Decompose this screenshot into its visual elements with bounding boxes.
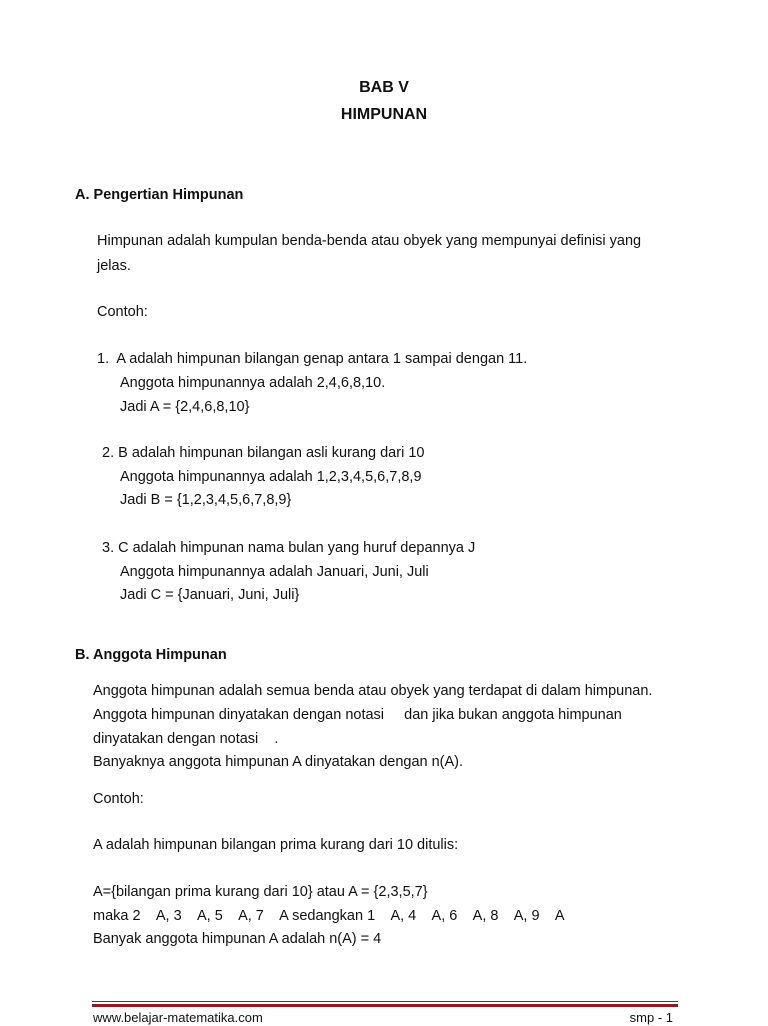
example-2-result: Jadi B = {1,2,3,4,5,6,7,8,9} xyxy=(120,492,292,508)
section-b-example-line-3: Banyak anggota himpunan A adalah n(A) = 4 xyxy=(93,931,382,947)
section-a-heading: A. Pengertian Himpunan xyxy=(75,187,244,203)
example-3-members: Anggota himpunannya adalah Januari, Juni, Juli xyxy=(120,564,429,580)
footer-rule-thick xyxy=(92,1004,678,1007)
section-b-contoh-label: Contoh: xyxy=(93,791,144,807)
footer-rule-thin xyxy=(92,1001,678,1002)
definition-line-1: Himpunan adalah kumpulan benda-benda atau obyek yang mempunyai definisi yang xyxy=(97,233,642,249)
example-2-members: Anggota himpunannya adalah 1,2,3,4,5,6,7,8,9 xyxy=(120,469,422,485)
section-b-example-line-2: maka 2 A, 3 A, 5 A, 7 A sedangkan 1 A, 4 A, 6 A, 8 A, 9 A xyxy=(93,908,565,924)
example-1-result: Jadi A = {2,4,6,8,10} xyxy=(120,399,250,415)
chapter-number: BAB V xyxy=(359,79,409,96)
chapter-title: HIMPUNAN xyxy=(340,106,428,123)
section-b-paragraph-line-2: Anggota himpunan dinyatakan dengan notasi dan jika bukan anggota himpunan xyxy=(93,707,622,723)
example-3-result: Jadi C = {Januari, Juni, Juli} xyxy=(120,587,300,603)
section-a-contoh-label: Contoh: xyxy=(97,304,148,320)
example-3-statement: 3. C adalah himpunan nama bulan yang huruf depannya J xyxy=(102,540,476,556)
footer-page-label: smp - 1 xyxy=(629,1010,673,1025)
section-b-paragraph-line-3: dinyatakan dengan notasi . xyxy=(93,731,279,747)
example-2-statement: 2. B adalah himpunan bilangan asli kurang dari 10 xyxy=(102,445,425,461)
example-1-members: Anggota himpunannya adalah 2,4,6,8,10. xyxy=(120,375,386,391)
section-b-example-intro: A adalah himpunan bilangan prima kurang dari 10 ditulis: xyxy=(93,837,459,853)
definition-line-2: jelas. xyxy=(97,258,131,274)
section-b-paragraph-line-1: Anggota himpunan adalah semua benda atau obyek yang terdapat di dalam himpunan. xyxy=(93,683,653,699)
section-b-example-line-1: A={bilangan prima kurang dari 10} atau A = {2,3,5,7} xyxy=(93,884,428,900)
example-1-statement: 1. A adalah himpunan bilangan genap antara 1 sampai dengan 11. xyxy=(97,351,528,367)
section-b-heading: B. Anggota Himpunan xyxy=(75,647,227,663)
footer-website: www.belajar-matematika.com xyxy=(93,1010,263,1025)
section-b-paragraph-line-4: Banyaknya anggota himpunan A dinyatakan dengan n(A). xyxy=(93,754,464,770)
